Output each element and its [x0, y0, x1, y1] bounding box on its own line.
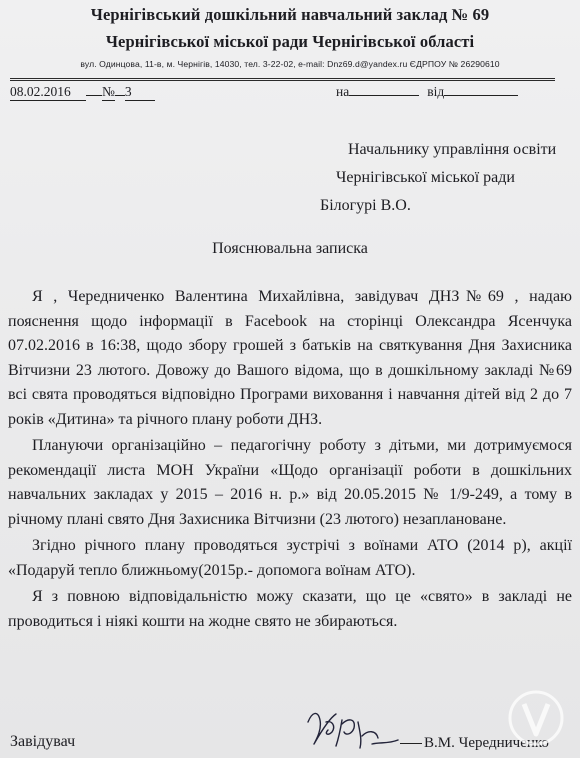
institution-address: вул. Одинцова, 11-в, м. Чернігів, 14030, тел. 3-22-02, e-mail: Dnz69.d@yandex.ru ЄДРПОУ № 26290610	[80, 59, 500, 69]
signer-name: В.М. Чередниченко	[424, 735, 549, 751]
document-body	[8, 285, 572, 636]
registration-number-label: №	[102, 84, 115, 99]
header-divider	[10, 78, 555, 81]
institution-name: Чернігівський дошкільний навчальний заклад № 69	[90, 5, 490, 24]
body-paragraph: Плануючи організаційно – педагогічну роботу з дітьми, ми дотримуємося рекомендації листа МОН України «Щодо організації роботи в дошкільних навчальних закладах у 2015 – 2016 н. р.» від 20.05.2015 № 1/9-249, а тому в річному плані свято Дня Захисника Вітчизни (23 лютого) незаплановане.	[8, 437, 572, 528]
recipient-block	[320, 136, 557, 220]
recipient-line-3: Білогурі В.О.	[320, 197, 411, 214]
reference-na-label: на	[336, 84, 350, 99]
registration-number: 3	[125, 84, 155, 101]
reference-vid-label: від	[427, 84, 445, 99]
document-title: Пояснювальна записка	[212, 240, 368, 257]
council-name: Чернігівської міської ради Чернігівської області	[105, 32, 475, 51]
body-paragraph: Згідно річного плану проводяться зустрічі з воїнами АТО (2014 р), акції «Подаруй тепло ближньому(2015р.- допомога воїнам АТО).	[8, 537, 572, 579]
registration-date-line	[10, 84, 155, 101]
body-paragraph: Я , Чередниченко Валентина Михайлівна, завідувач ДНЗ№69 , надаю пояснення щодо інформації в Facebook на сторінці Олександра Ясенчука 07.02.2016 в 16:38, щодо збору грошей з батьків на святкування Дня Захисника Вітчизни 23 лютого. Довожу до Вашого відома, що в дошкільному закладі №69 всі свята проводяться відповідно Програми виховання і навчання дітей від 2 до 7 років «Дитина» та річного плану роботи ДНЗ.	[8, 288, 572, 428]
registration-reference-line	[336, 84, 518, 100]
recipient-line-1: Начальнику управління освіти	[348, 141, 557, 158]
registration-date: 08.02.2016	[10, 84, 86, 101]
publisher-v-logo-icon	[506, 688, 566, 748]
handwritten-signature	[302, 700, 402, 756]
signer-position: Завідувач	[10, 733, 76, 750]
body-paragraph: Я з повною відповідальністю можу сказати, що це «свято» в закладі не проводиться і ніякі кошти на жодне свято не збираються.	[8, 588, 572, 630]
recipient-line-2: Чернігівської міської ради	[336, 169, 515, 186]
